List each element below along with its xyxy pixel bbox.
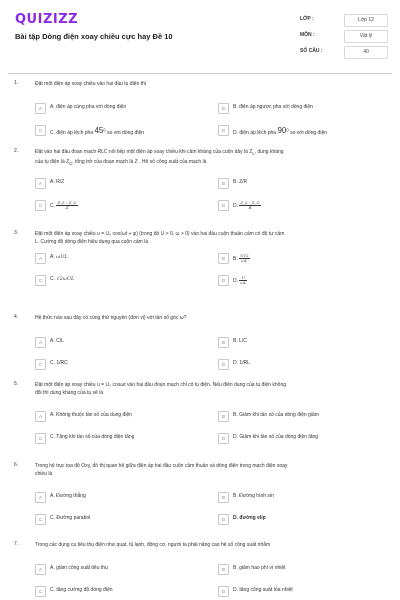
- question-text-part: Trong các dụng cụ tiêu thụ điện như quạt, tủ lạnh, động cơ, người ta phải nâng cao hệ số công suất nhằm: [35, 542, 271, 548]
- option-text: [50, 565, 108, 571]
- option-text-part: D. điện áp lệch pha: [233, 130, 278, 136]
- option-text-part: D. đường elip: [233, 515, 266, 521]
- option-letter-badge: B: [218, 178, 229, 189]
- question-text-line: [35, 462, 385, 470]
- answer-option[interactable]: [35, 199, 210, 213]
- option-text: [233, 515, 266, 521]
- answer-option[interactable]: [218, 124, 393, 138]
- answer-option[interactable]: [35, 274, 210, 288]
- fraction-denominator: Z: [65, 205, 69, 210]
- option-text: [50, 254, 68, 260]
- option-math: 45: [94, 126, 104, 135]
- question-text-part: Hệ thức nào sau đây có cùng thứ nguyên (đơn vị) với tần số góc ω?: [35, 315, 187, 321]
- question-text: [35, 541, 385, 549]
- option-letter-badge: C: [35, 200, 46, 211]
- question-text-line: [35, 80, 385, 88]
- option-text-part: D. tăng công suất tỏa nhiệt: [233, 587, 293, 593]
- fraction-numerator: U√2: [240, 253, 249, 258]
- answer-option[interactable]: [35, 252, 210, 266]
- fraction-numerator: U: [239, 276, 247, 281]
- option-text-part: A. Không thuộc tần số của dung điện: [50, 412, 133, 418]
- fraction-numerator: Z_L - Z_C: [240, 200, 260, 205]
- meta-class-value: Lớp 12: [344, 14, 388, 27]
- option-text: [50, 276, 74, 282]
- option-text-part: C. điện áp lệch pha: [50, 130, 95, 136]
- option-math: 90: [277, 126, 287, 135]
- meta-subject: [300, 30, 392, 44]
- answer-option[interactable]: [218, 274, 393, 288]
- option-text: [233, 276, 247, 285]
- answer-option[interactable]: [35, 432, 210, 446]
- answer-option[interactable]: [218, 358, 393, 372]
- question-number: 2.: [14, 148, 19, 154]
- option-text-part: C.: [50, 276, 57, 282]
- option-text-part: B. điện áp ngược pha với dòng điện: [233, 104, 313, 110]
- question-text-line: [35, 148, 385, 158]
- option-text-part: A. điện áp cùng pha với dòng điện: [50, 104, 127, 110]
- option-text-part: so với dòng điện: [288, 130, 328, 136]
- option-letter-badge: B: [218, 492, 229, 503]
- option-text: [50, 338, 64, 344]
- question-text-part: , tổng trở của đoạn mạch là Z . Hệ số công suất của mạch là: [72, 159, 207, 165]
- option-text-part: D. 1/RL: [233, 360, 250, 366]
- option-text: [233, 493, 274, 499]
- option-text: [50, 360, 68, 366]
- option-text-part: A. C/L: [50, 338, 64, 344]
- question-text-line: [35, 314, 385, 322]
- answer-option[interactable]: [35, 513, 210, 527]
- answer-option[interactable]: [218, 102, 393, 116]
- question-text-line: [35, 389, 385, 397]
- option-letter-badge: D: [218, 200, 229, 211]
- option-text-part: D. Giảm khi tần số của dòng điện tăng: [233, 434, 319, 440]
- answer-option[interactable]: [218, 513, 393, 527]
- answer-option[interactable]: [218, 491, 393, 505]
- meta-class: [300, 14, 392, 28]
- question-text-part: , dung kháng: [254, 149, 284, 155]
- option-text-part: B. Giảm khi tần số của dòng điện giảm: [233, 412, 319, 418]
- answer-option[interactable]: [35, 336, 210, 350]
- superscript: 0: [103, 127, 106, 133]
- question-text-part: Đặt vào hai đầu đoạn mạch RLC nối tiếp một điện áp xoay chiều khi cảm kháng của cuộn dây là Z: [35, 149, 253, 155]
- answer-option[interactable]: [35, 358, 210, 372]
- option-text-part: C. Đường parabol: [50, 515, 91, 521]
- page-header: [0, 0, 400, 68]
- option-text: [50, 179, 64, 185]
- option-text-part: D.: [233, 202, 240, 209]
- question-text-part: L. Cường độ dòng điện hiệu dụng qua cuộn cảm là: [35, 239, 149, 245]
- option-letter-badge: D: [218, 433, 229, 444]
- question-text-line: [35, 541, 385, 549]
- option-math: ωUL: [56, 254, 68, 260]
- option-letter-badge: C: [35, 514, 46, 525]
- question-text-part: đổi thì dung kháng của tụ sẽ là: [35, 390, 104, 396]
- meta-count-label: SỐ CÂU :: [300, 48, 323, 54]
- question-text: [35, 80, 385, 88]
- answer-option[interactable]: [35, 124, 210, 138]
- question-text-part: Trong hệ trục tọa độ Oxy, đồ thị quan hệ giữa điện áp hai đầu cuộn cảm thuần và dòng điện trong mạch điện xoay: [35, 463, 288, 469]
- question-text-line: [35, 381, 385, 389]
- option-text: [233, 587, 293, 593]
- quizizz-logo: QUIZIZZ: [15, 12, 79, 27]
- option-text: [233, 434, 318, 440]
- option-letter-badge: B: [218, 103, 229, 114]
- meta-subject-value: Vật lý: [344, 30, 388, 43]
- question-text-part: Đặt một điện áp xoay chiều u = U₀ cos(ωt + φ) (trong đó U > 0, ω > 0) vào hai đầu cuộn thuần cảm có độ tự cảm: [35, 231, 285, 237]
- option-text-part: A. R/Z: [50, 179, 65, 185]
- answer-option[interactable]: [218, 585, 393, 599]
- option-letter-badge: A: [35, 411, 46, 422]
- option-text: [50, 126, 144, 136]
- option-letter-badge: D: [218, 586, 229, 597]
- answer-option[interactable]: [218, 336, 393, 350]
- option-text: [50, 493, 86, 499]
- option-fraction: [239, 201, 260, 210]
- question-number: 7.: [14, 541, 19, 547]
- fraction-denominator: ωL: [240, 280, 247, 285]
- option-letter-badge: B: [218, 337, 229, 348]
- question-text-line: [35, 230, 385, 238]
- answer-option[interactable]: [218, 199, 393, 213]
- option-fraction: [56, 201, 77, 210]
- option-letter-badge: C: [35, 275, 46, 286]
- answer-option[interactable]: [35, 177, 210, 191]
- option-text: [50, 104, 126, 110]
- question-number: 6.: [14, 462, 19, 468]
- option-letter-badge: C: [35, 359, 46, 370]
- answer-option[interactable]: [35, 585, 210, 599]
- option-text-part: A. Đường thẳng: [50, 493, 86, 499]
- question-text-line: [35, 470, 385, 478]
- option-letter-badge: A: [35, 564, 46, 575]
- answer-option[interactable]: [35, 410, 210, 424]
- option-letter-badge: C: [35, 586, 46, 597]
- question-number: 4.: [14, 314, 19, 320]
- question-text-part: Đặt một điện áp xoay chiều vào hai đầu tụ điện thì: [35, 81, 147, 87]
- superscript: 0: [286, 127, 289, 133]
- question-text: [35, 381, 385, 397]
- answer-option[interactable]: [218, 177, 393, 191]
- option-text: [233, 360, 250, 366]
- meta-count-value: 40: [344, 46, 388, 59]
- option-letter-badge: C: [35, 125, 46, 136]
- subscript: L: [252, 151, 255, 156]
- option-text: [50, 515, 90, 521]
- option-text: [50, 434, 134, 440]
- option-text-part: A.: [50, 254, 57, 260]
- option-text: [233, 126, 327, 136]
- answer-option[interactable]: [35, 491, 210, 505]
- option-text-part: B. L/C: [233, 338, 247, 344]
- fraction-denominator: ωL: [241, 258, 248, 263]
- option-text: [233, 565, 286, 571]
- answer-option[interactable]: [218, 432, 393, 446]
- option-letter-badge: D: [218, 125, 229, 136]
- option-text-part: C. Tăng khi tần số của dòng điện tăng: [50, 434, 135, 440]
- question-text-part: Đặt một điện áp xoay chiều u = U₀ cosωt vào hai đầu đoạn mạch chỉ có tụ điện. Nếu điện dung của tụ điện không: [35, 382, 287, 388]
- option-text-part: C. tăng cường độ dòng điện: [50, 587, 113, 593]
- question-text-line: [35, 158, 385, 168]
- answer-option[interactable]: [218, 563, 393, 577]
- option-text: [50, 201, 78, 210]
- question-number: 1.: [14, 80, 19, 86]
- answer-option[interactable]: [35, 563, 210, 577]
- question-text: [35, 230, 385, 246]
- option-letter-badge: C: [35, 433, 46, 444]
- option-text-part: A. giảm công suất tiêu thụ: [50, 565, 108, 571]
- meta-subject-label: MÔN :: [300, 32, 315, 38]
- question-text: [35, 148, 385, 168]
- option-letter-badge: A: [35, 492, 46, 503]
- question-text-part: của tụ điện là Z: [35, 159, 70, 165]
- option-letter-badge: A: [35, 103, 46, 114]
- option-text: [233, 104, 313, 110]
- question-text: [35, 314, 385, 322]
- option-text: [233, 412, 319, 418]
- option-text-part: B. giảm hao phí vì nhiệt: [233, 565, 286, 571]
- page-title: Bài tập Dòng điện xoay chiều cực hay Đề 10: [15, 32, 173, 41]
- option-text: [233, 254, 250, 263]
- option-text: [50, 587, 113, 593]
- subscript: C: [69, 161, 73, 166]
- meta-class-label: LỚP :: [300, 16, 314, 22]
- header-divider: [8, 73, 392, 74]
- option-text: [50, 412, 132, 418]
- option-text-part: B. Z/R: [233, 179, 248, 185]
- option-fraction: [239, 276, 247, 285]
- option-text-part: B.: [233, 255, 240, 262]
- question-text-line: [35, 238, 385, 246]
- answer-option[interactable]: [218, 410, 393, 424]
- option-text-part: D.: [233, 277, 240, 284]
- option-text: [233, 179, 247, 185]
- option-letter-badge: D: [218, 275, 229, 286]
- question-text: [35, 462, 385, 478]
- option-text-part: C. 1/RC: [50, 360, 68, 366]
- meta-count: [300, 46, 392, 60]
- option-text-part: B. Đường hình sin: [233, 493, 274, 499]
- option-text: [233, 338, 247, 344]
- option-letter-badge: D: [218, 514, 229, 525]
- option-letter-badge: A: [35, 337, 46, 348]
- option-math: √2ωUL: [56, 276, 75, 282]
- option-letter-badge: B: [218, 564, 229, 575]
- fraction-denominator: R: [248, 205, 252, 210]
- option-letter-badge: A: [35, 253, 46, 264]
- option-letter-badge: A: [35, 178, 46, 189]
- option-text-part: C.: [50, 202, 57, 209]
- option-letter-badge: B: [218, 411, 229, 422]
- question-number: 5.: [14, 381, 19, 387]
- option-letter-badge: D: [218, 359, 229, 370]
- option-fraction: [239, 254, 249, 263]
- option-letter-badge: B: [218, 253, 229, 264]
- answer-option[interactable]: [218, 252, 393, 266]
- question-text-part: chiều là: [35, 471, 53, 477]
- answer-option[interactable]: [35, 102, 210, 116]
- question-number: 3.: [14, 230, 19, 236]
- option-text: [233, 201, 261, 210]
- option-text-part: so với dòng điện: [105, 130, 145, 136]
- fraction-numerator: Z_L - Z_C: [57, 200, 77, 205]
